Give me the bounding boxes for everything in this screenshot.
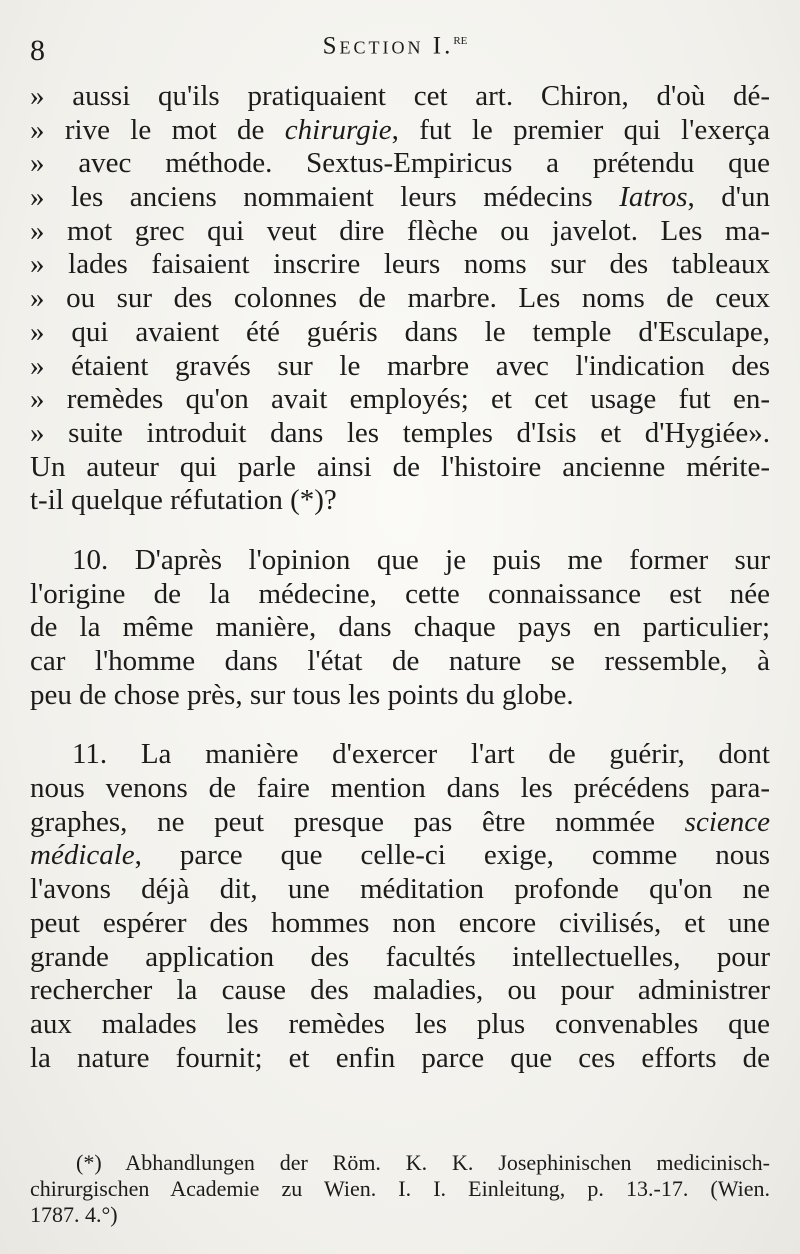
paragraph-gap <box>30 518 770 544</box>
running-head-superscript: re <box>453 32 468 48</box>
running-head <box>30 32 760 60</box>
text-line: nous venons de faire mention dans les précédens para- <box>30 772 770 805</box>
text-line: » lades faisaient inscrire leurs noms sur des tableaux <box>30 248 770 281</box>
paragraph-11 <box>30 738 770 1075</box>
text-line: » étaient gravés sur le marbre avec l'indication des <box>30 349 770 382</box>
text-line: la nature fournit; et enfin parce que ces efforts de <box>30 1041 770 1074</box>
footnote-line: 1787. 4.°) <box>30 1202 118 1227</box>
text-line: » qui avaient été guéris dans le temple d'Esculape, <box>30 315 770 348</box>
text-line: de la même manière, dans chaque pays en particulier; <box>30 611 770 644</box>
text-line: rechercher la cause des maladies, ou pour administrer <box>30 974 770 1007</box>
text-line: t-il quelque réfutation (*)? <box>30 484 337 517</box>
text-line: car l'homme dans l'état de nature se ressemble, à <box>30 645 770 677</box>
page-number: 8 <box>30 34 45 67</box>
footnote-line: (*) Abhandlungen der Röm. K. K. Josephinischen medicinisch- <box>76 1150 770 1175</box>
paragraph-gap <box>30 712 770 738</box>
text-line: » ou sur des colonnes de marbre. Les noms de ceux <box>30 282 770 315</box>
text-line: l'origine de la médecine, cette connaissance est née <box>30 577 770 610</box>
text-line: médicale, parce que celle-ci exige, comme nous <box>30 839 770 872</box>
paragraph-10 <box>30 544 770 712</box>
text-line: » remèdes qu'on avait employés; et cet usage fut en- <box>30 383 770 416</box>
text-line: l'avons déjà dit, une méditation profonde qu'on ne <box>30 873 770 906</box>
text-line: aux malades les remèdes les plus convenables que <box>30 1007 770 1040</box>
running-head-text: Section I. <box>322 32 454 60</box>
text-line: » les anciens nommaient leurs médecins Iatros, d'un <box>30 181 770 214</box>
text-line: peu de chose près, sur tous les points du globe. <box>30 678 574 711</box>
text-line: » mot grec qui veut dire flèche ou javelot. Les ma- <box>30 214 770 247</box>
text-line: Un auteur qui parle ainsi de l'histoire ancienne mérite- <box>30 450 770 483</box>
footnote-line: chirurgischen Academie zu Wien. I. I. Einleitung, p. 13.-17. (Wien. <box>30 1176 770 1201</box>
text-line: » avec méthode. Sextus-Empiricus a prétendu que <box>30 147 770 180</box>
text-line: peut espérer des hommes non encore civilisés, et une <box>30 906 770 939</box>
footnote <box>30 1150 770 1228</box>
text-line: » suite introduit dans les temples d'Isis et d'Hygiée». <box>30 416 770 449</box>
text-line: 11. La manière d'exercer l'art de guérir, dont <box>72 738 770 771</box>
text-line: grande application des facultés intellectuelles, pour <box>30 940 770 973</box>
main-text <box>30 80 770 1075</box>
page-header <box>30 32 760 72</box>
text-line: » rive le mot de chirurgie, fut le premier qui l'exerça <box>30 113 770 146</box>
text-line: 10. D'après l'opinion que je puis me former sur <box>72 543 770 576</box>
text-line: graphes, ne peut presque pas être nommée science <box>30 805 770 838</box>
paragraph-quote <box>30 80 770 518</box>
text-line: » aussi qu'ils pratiquaient cet art. Chiron, d'où dé- <box>30 80 770 112</box>
